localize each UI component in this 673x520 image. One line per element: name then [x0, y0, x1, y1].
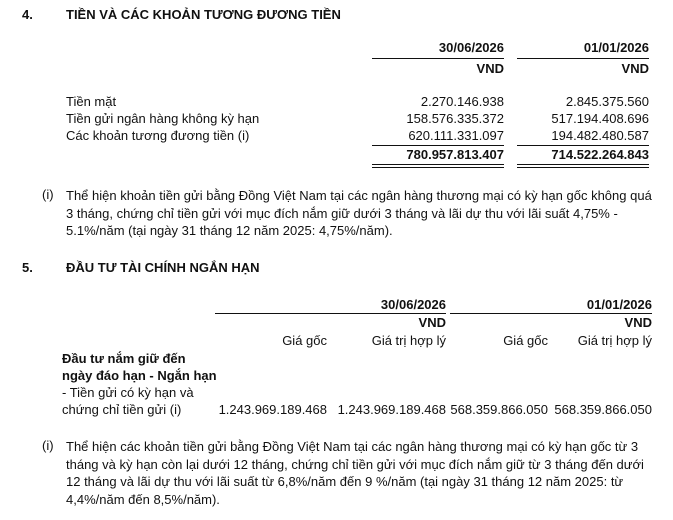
s5-group-label: ngày đáo hạn - Ngắn hạn [62, 368, 217, 383]
s4-row-value: 194.482.480.587 [551, 128, 649, 143]
s5-col1-date: 30/06/2026 [380, 297, 446, 312]
s4-row-label: Các khoản tương đương tiền (i) [66, 128, 250, 143]
s5-subheader-cost: Giá gốc [503, 333, 548, 348]
s5-subheader-fair: Giá trị hợp lý [371, 333, 446, 348]
s4-col2-header-rule [517, 58, 649, 59]
s5-col1-unit: VND [418, 315, 446, 330]
s4-total-rule-bottom-2b [517, 167, 649, 168]
s4-col2-unit: VND [621, 61, 649, 76]
s5-note-text: Thể hiện các khoản tiền gửi bằng Đồng Việt Nam tại các ngân hàng thương mại có kỳ hạn gốc từ 3 tháng và kỳ hạn còn lại dưới 12 tháng, chứng chỉ tiền gửi với mục đích nắm giữ từ 3 tháng đến dưới 12 tháng và lãi dự thu với lãi suất từ 6,8%/năm đến 9 %/năm (tại ngày 31 tháng 12 năm 2025: từ 4,4%/năm đến 8,5%/năm). [66, 439, 644, 507]
s5-item-label: - Tiền gửi có kỳ hạn và [62, 385, 194, 400]
s4-row-value: 158.576.335.372 [406, 111, 504, 126]
s4-col1-header-rule [372, 58, 504, 59]
s4-total-value-2: 714.522.264.843 [551, 147, 649, 162]
s5-subheader-fair: Giá trị hợp lý [577, 333, 652, 348]
s4-total-rule-top-2 [517, 145, 649, 146]
s5-group-label: Đầu tư nắm giữ đến [62, 351, 186, 366]
s4-row-value: 2.270.146.938 [420, 94, 504, 109]
s4-row-value: 517.194.408.696 [551, 111, 649, 126]
section-5-title: ĐẦU TƯ TÀI CHÍNH NGẮN HẠN [66, 260, 260, 275]
s4-row-label: Tiền mặt [66, 94, 117, 109]
s4-total-value-1: 780.957.813.407 [406, 147, 504, 162]
s5-item-value: 568.359.866.050 [450, 402, 548, 417]
s5-item-value: 1.243.969.189.468 [218, 402, 327, 417]
s5-note-mark: (i) [42, 438, 54, 453]
s4-note-text: Thể hiện khoản tiền gửi bằng Đồng Việt Nam tại các ngân hàng thương mại có kỳ hạn gốc không quá 3 tháng, chứng chỉ tiền gửi với mục đích nắm giữ dưới 3 tháng và lãi dự thu với lãi suất 4,75% - 5.1%/năm (tại ngày 31 tháng 12 năm 2025: 4,75%/năm). [66, 188, 652, 238]
s4-total-rule-bottom-1a [372, 164, 504, 165]
s4-note-mark: (i) [42, 187, 54, 202]
s5-subheader-cost: Giá gốc [282, 333, 327, 348]
s4-row-value: 2.845.375.560 [565, 94, 649, 109]
s4-col1-unit: VND [476, 61, 504, 76]
s4-col2-date: 01/01/2026 [583, 40, 649, 55]
s4-col1-date: 30/06/2026 [438, 40, 504, 55]
s5-col2-unit: VND [624, 315, 652, 330]
s4-total-rule-bottom-1b [372, 167, 504, 168]
section-5-number: 5. [22, 260, 33, 275]
s5-header-rule-2 [450, 313, 652, 314]
s4-row-label: Tiền gửi ngân hàng không kỳ hạn [66, 111, 260, 126]
s5-header-rule-1 [215, 313, 446, 314]
s4-row-value: 620.111.331.097 [408, 128, 504, 143]
s5-col2-date: 01/01/2026 [586, 297, 652, 312]
s5-item-value: 1.243.969.189.468 [337, 402, 446, 417]
s5-item-label: chứng chỉ tiền gửi (i) [62, 402, 182, 417]
s4-total-rule-top-1 [372, 145, 504, 146]
section-4-title: TIỀN VÀ CÁC KHOẢN TƯƠNG ĐƯƠNG TIỀN [66, 7, 341, 22]
section-4-number: 4. [22, 7, 33, 22]
s4-total-rule-bottom-2a [517, 164, 649, 165]
s5-item-value: 568.359.866.050 [554, 402, 652, 417]
